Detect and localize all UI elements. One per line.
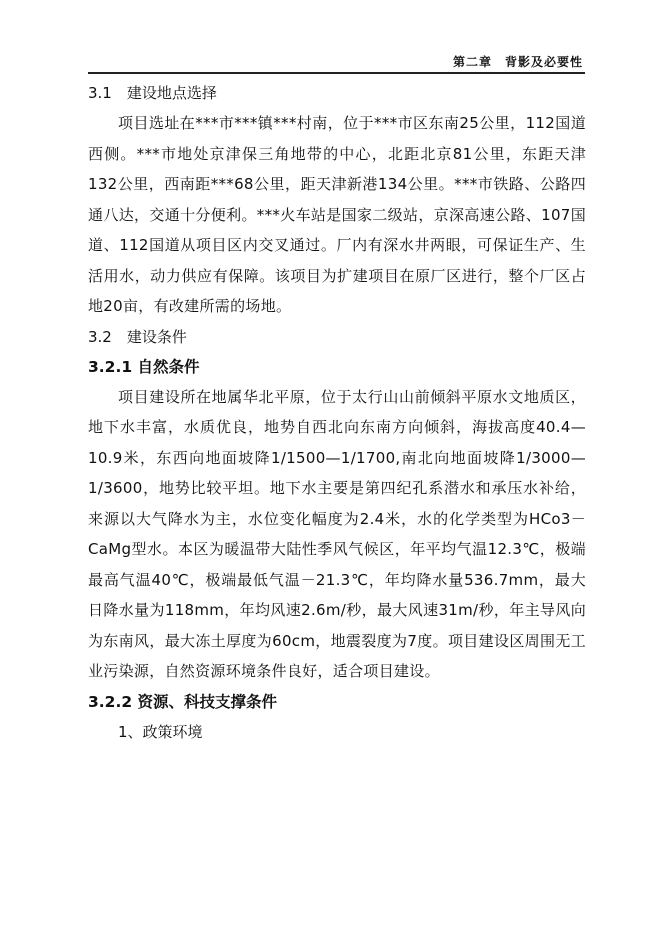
chapter-title: 第二章 背影及必要性: [452, 55, 583, 69]
section-heading-3-1: 3.1 建设地点选择: [88, 84, 217, 102]
subsection-heading-3-2-1: 3.2.1 自然条件: [88, 357, 200, 376]
list-item-policy-environment: 1、政策环境: [118, 722, 203, 741]
document-body: [88, 78, 586, 747]
section-heading-3-2: 3.2 建设条件: [88, 327, 187, 346]
natural-conditions-paragraph: 项目建设所在地属华北平原，位于太行山山前倾斜平原水文地质区，地下水丰富，水质优良，地势自西北向东南方向倾斜，海拔高度40.4—10.9米，东西向地面坡降1/1500—1/1700,南北向地面坡降1/3000—1/3600，地势比较平坦。地下水主要是第四纪孔系潜水和承压水补给，来源以大气降水为主，水位变化幅度为2.4米，水的化学类型为HCo3－CaMg型水。本区为暖温带大陆性季风气候区，年平均气温12.3℃，极端最高气温40℃，极端最低气温－21.3℃，年均降水量536.7mm，最大日降水量为118mm，年均风速2.6m/秒，最大风速31m/秒，年主导风向为东南风，最大冻土厚度为60cm，地震裂度为7度。项目建设区周围无工业污染源，自然资源环境条件良好，适合项目建设。: [88, 387, 586, 680]
page-header: [88, 50, 585, 74]
subsection-heading-3-2-2: 3.2.2 资源、科技支撑条件: [88, 692, 278, 711]
site-selection-paragraph: 项目选址在***市***镇***村南，位于***市区东南25公里，112国道西侧。***市地处京津保三角地带的中心，北距北京81公里，东距天津132公里，西南距***68公里，距天津新港134公里。***市铁路、公路四通八达，交通十分便利。***火车站是国家二级站，京深高速公路、107国道、112国道从项目区内交叉通过。厂内有深水井两眼，可保证生产、生活用水，动力供应有保障。该项目为扩建项目在原厂区进行，整个厂区占地20亩，有改建所需的场地。: [88, 114, 586, 315]
